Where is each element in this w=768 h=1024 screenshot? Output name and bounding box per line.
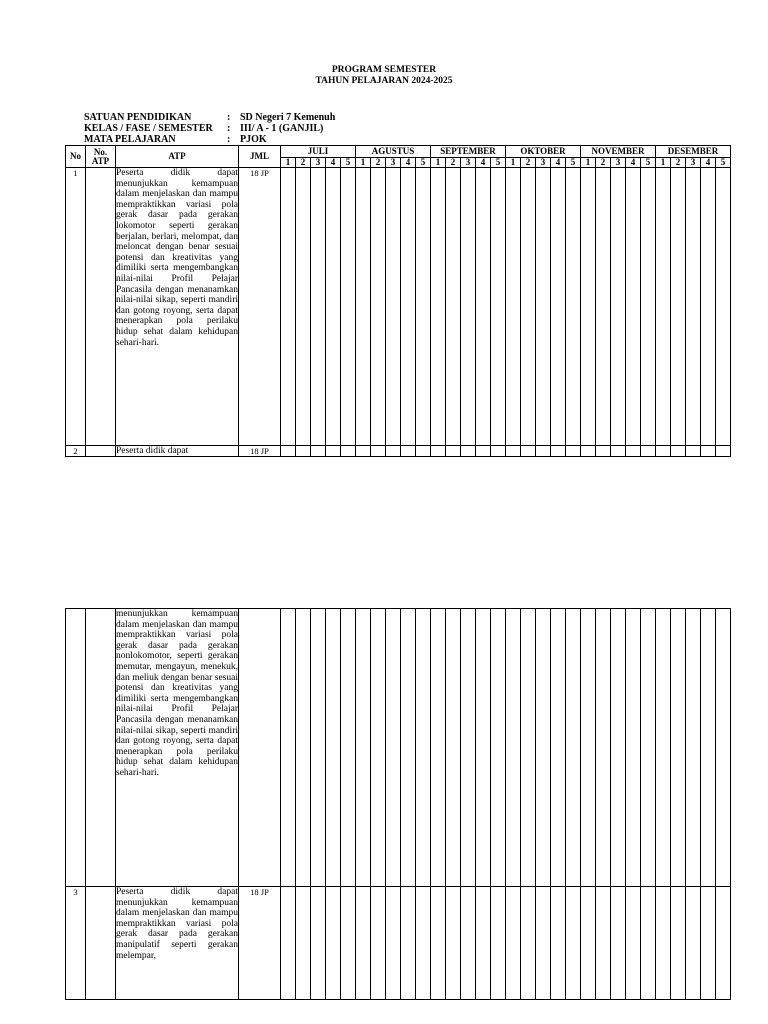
week-cell [521,168,536,446]
week-cell [326,446,341,457]
week-cell [596,168,611,446]
week-cell [491,609,506,887]
table-row [66,887,731,1000]
info-label: KELAS / FASE / SEMESTER [84,123,213,134]
week-header: 5 [641,158,656,168]
week-cell [521,446,536,457]
info-value: PJOK [240,134,267,145]
week-header: 3 [461,158,476,168]
week-header: 3 [686,158,701,168]
week-cell [401,446,416,457]
week-cell [386,609,401,887]
week-cell [641,168,656,446]
week-header: 5 [566,158,581,168]
week-cell [356,446,371,457]
week-cell [536,446,551,457]
week-cell [626,446,641,457]
month-header: JULI [281,146,356,158]
week-cell [641,887,656,1000]
week-cell [656,887,671,1000]
week-cell [491,446,506,457]
month-header: SEPTEMBER [431,146,506,158]
week-cell [716,446,731,457]
week-header: 2 [671,158,686,168]
week-header: 1 [656,158,671,168]
atp-text: Peserta didik dapat menunjukkan kemampuan dalam menjelaskan dan mampu mempraktikkan variasi pola gerak dasar pada gerakan lokomotor seperti gerakan berjalan, berlari, melompat, dan meloncat dengan benar sesuai potensi dan kreativitas yang dimiliki serta mengembangkan nilai-nilai Profil Pelajar Pancasila dengan menanamkan nilai-nilai sikap, seperti mandiri dan gotong royong, serta dapat menerapkan pola perilaku hidup sehat dalam kehidupan sehari-hari. [116,168,238,348]
week-cell [371,887,386,1000]
page-title: PROGRAM SEMESTER [331,65,437,75]
week-cell [371,446,386,457]
week-cell [611,446,626,457]
row-jml: 18 JP [239,887,281,1000]
week-cell [686,168,701,446]
week-cell [371,168,386,446]
week-cell [476,168,491,446]
row-atp-number [86,168,116,446]
week-header: 4 [326,158,341,168]
week-cell [401,168,416,446]
program-semester-table-page-2 [65,608,731,1000]
week-cell [581,446,596,457]
row-jml: 18 JP [239,446,281,457]
week-cell [341,168,356,446]
info-value: III/ A - 1 (GANJIL) [240,123,324,134]
week-cell [491,887,506,1000]
row-atp-text [116,887,239,1000]
week-cell [656,609,671,887]
week-cell [416,887,431,1000]
week-header: 1 [431,158,446,168]
week-cell [386,168,401,446]
week-cell [431,887,446,1000]
row-number: 1 [66,168,86,446]
week-header: 4 [551,158,566,168]
week-cell [296,168,311,446]
week-cell [341,609,356,887]
row-atp-text [116,168,239,446]
week-cell [611,609,626,887]
week-cell [551,887,566,1000]
week-cell [506,887,521,1000]
week-header: 2 [296,158,311,168]
week-header: 4 [626,158,641,168]
month-header: DESEMBER [656,146,731,158]
week-cell [656,168,671,446]
week-cell [701,609,716,887]
week-cell [566,446,581,457]
week-header: 3 [386,158,401,168]
week-cell [446,168,461,446]
week-cell [461,609,476,887]
info-label: SATUAN PENDIDIKAN [84,112,192,123]
week-cell [296,887,311,1000]
week-cell [626,887,641,1000]
row-number: 3 [66,887,86,1000]
row-atp-number [86,446,116,457]
week-cell [596,609,611,887]
week-header: 3 [611,158,626,168]
week-header: 4 [701,158,716,168]
week-cell [311,168,326,446]
week-header: 3 [311,158,326,168]
week-cell [281,609,296,887]
atp-text: menunjukkan kemampuan dalam menjelaskan dan mampu mempraktikkan variasi pola gerak dasar pada gerakan nonlokomotor, seperti gerakan memutar, mengayun, menekuk, dan meliuk dengan benar sesuai potensi dan kreativitas yang dimiliki serta mengembangkan nilai-nilai Profil Pelajar Pancasila dengan menanamkan nilai-nilai sikap, seperti mandiri dan gotong royong, serta dapat menerapkan pola perilaku hidup sehat dalam kehidupan sehari-hari. [116,609,238,778]
week-cell [386,887,401,1000]
week-cell [431,609,446,887]
week-cell [281,887,296,1000]
week-cell [716,168,731,446]
week-cell [641,609,656,887]
week-cell [701,887,716,1000]
atp-text: Peserta didik dapat menunjukkan kemampuan dalam menjelaskan dan mampu mempraktikkan variasi pola gerak dasar pada gerakan manipulatif seperti gerakan melempar, [116,887,238,961]
week-cell [596,887,611,1000]
week-header: 3 [536,158,551,168]
row-jml [239,609,281,887]
week-cell [311,609,326,887]
row-jml: 18 JP [239,168,281,446]
week-cell [506,446,521,457]
month-header: NOVEMBER [581,146,656,158]
week-header: 5 [416,158,431,168]
week-cell [401,609,416,887]
week-cell [596,446,611,457]
row-atp-number [86,609,116,887]
week-header: 1 [281,158,296,168]
week-cell [521,887,536,1000]
week-header: 5 [341,158,356,168]
header-no-atp: No. ATP [86,146,116,168]
week-cell [641,446,656,457]
week-cell [536,609,551,887]
week-cell [476,887,491,1000]
week-cell [356,887,371,1000]
week-cell [611,168,626,446]
row-number: 2 [66,446,86,457]
week-cell [461,446,476,457]
week-cell [296,609,311,887]
week-cell [656,446,671,457]
week-cell [581,887,596,1000]
week-cell [341,446,356,457]
week-cell [686,446,701,457]
week-cell [431,168,446,446]
week-cell [326,609,341,887]
week-cell [356,168,371,446]
week-cell [476,446,491,457]
info-separator: : [227,123,231,134]
week-cell [416,168,431,446]
row-atp-text [116,609,239,887]
header-no: No [66,146,86,168]
info-separator: : [227,134,231,145]
week-cell [296,446,311,457]
week-header: 1 [506,158,521,168]
week-cell [551,168,566,446]
week-cell [461,168,476,446]
week-header: 1 [581,158,596,168]
week-cell [386,446,401,457]
table-row [66,446,731,457]
week-cell [581,609,596,887]
week-cell [686,609,701,887]
week-cell [701,446,716,457]
week-cell [671,446,686,457]
week-cell [566,887,581,1000]
week-cell [551,446,566,457]
week-cell [326,168,341,446]
table-row [66,168,731,446]
week-cell [521,609,536,887]
week-cell [536,168,551,446]
row-atp-text [116,446,239,457]
week-header: 2 [371,158,386,168]
week-cell [401,887,416,1000]
row-number [66,609,86,887]
week-cell [311,887,326,1000]
week-cell [446,887,461,1000]
week-cell [671,168,686,446]
week-cell [341,887,356,1000]
week-cell [626,609,641,887]
week-cell [461,887,476,1000]
info-separator: : [227,112,231,123]
header-atp: ATP [116,146,239,168]
week-cell [446,609,461,887]
week-cell [281,168,296,446]
header-jml: JML [239,146,281,168]
week-header: 4 [401,158,416,168]
month-header: AGUSTUS [356,146,431,158]
week-cell [551,609,566,887]
week-cell [281,446,296,457]
week-cell [716,609,731,887]
week-header: 5 [491,158,506,168]
week-cell [356,609,371,887]
week-cell [566,609,581,887]
week-cell [716,887,731,1000]
week-cell [311,446,326,457]
week-header: 1 [356,158,371,168]
row-atp-number [86,887,116,1000]
week-cell [626,168,641,446]
week-cell [566,168,581,446]
week-cell [701,168,716,446]
week-header: 4 [476,158,491,168]
table-row [66,609,731,887]
week-cell [671,609,686,887]
week-cell [536,887,551,1000]
week-cell [476,609,491,887]
info-label: MATA PELAJARAN [84,134,176,145]
week-header: 2 [596,158,611,168]
month-header: OKTOBER [506,146,581,158]
week-cell [371,609,386,887]
week-header: 2 [521,158,536,168]
week-cell [686,887,701,1000]
week-header: 5 [716,158,731,168]
week-cell [446,446,461,457]
page-subtitle: TAHUN PELAJARAN 2024-2025 [315,76,453,86]
week-cell [326,887,341,1000]
week-cell [611,887,626,1000]
week-cell [416,446,431,457]
week-cell [581,168,596,446]
week-cell [491,168,506,446]
week-cell [506,168,521,446]
info-value: SD Negeri 7 Kemenuh [240,112,336,123]
week-cell [671,887,686,1000]
program-semester-table [65,145,731,457]
week-cell [431,446,446,457]
atp-text: Peserta didik dapat [116,446,189,456]
week-cell [506,609,521,887]
week-header: 2 [446,158,461,168]
week-cell [416,609,431,887]
